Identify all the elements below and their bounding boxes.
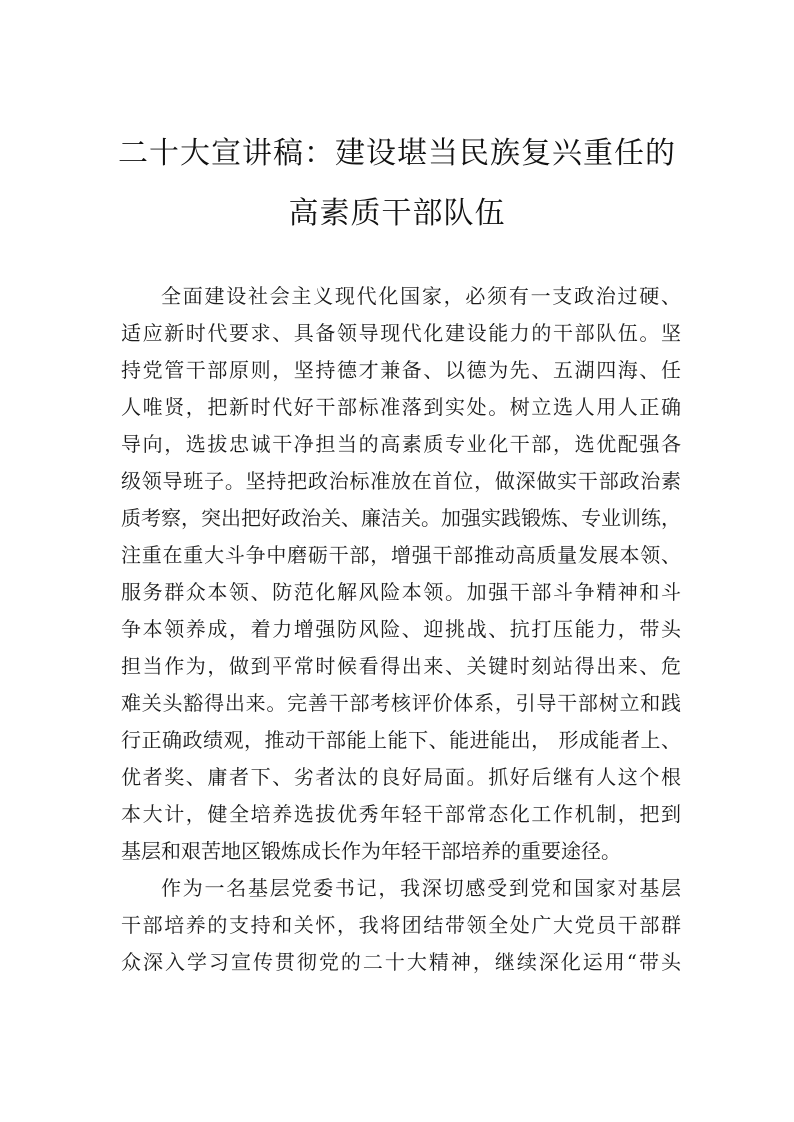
paragraph-1-line-5: 导向，选拔忠诚干净担当的高素质专业化干部，选优配强各 bbox=[121, 432, 681, 456]
paragraph-2-line-3: 众深入学习宣传贯彻党的二十大精神，继续深化运用“带头 bbox=[121, 950, 681, 974]
document-title-line-2: 高素质干部队伍 bbox=[288, 196, 506, 231]
document-title-line-1: 二十大宣讲稿：建设堪当民族复兴重任的 bbox=[118, 136, 676, 171]
paragraph-1-line-9: 服务群众本领、防范化解风险本领。加强干部斗争精神和斗 bbox=[121, 580, 681, 604]
paragraph-1-line-6: 级领导班子。坚持把政治标准放在首位，做深做实干部政治素 bbox=[121, 469, 681, 493]
paragraph-1-line-8: 注重在重大斗争中磨砺干部，增强干部推动高质量发展本领、 bbox=[121, 543, 681, 567]
paragraph-1-line-15: 本大计，健全培养选拔优秀年轻干部常态化工作机制，把到 bbox=[121, 802, 681, 826]
paragraph-1-line-1: 全面建设社会主义现代化国家，必须有一支政治过硬、 bbox=[161, 284, 681, 308]
paragraph-1-line-4: 人唯贤，把新时代好干部标准落到实处。树立选人用人正确 bbox=[121, 395, 681, 419]
paragraph-2-line-1: 作为一名基层党委书记，我深切感受到党和国家对基层 bbox=[161, 876, 681, 900]
paragraph-1-line-14: 优者奖、庸者下、劣者汰的良好局面。抓好后继有人这个根 bbox=[121, 765, 681, 789]
paragraph-1-line-10: 争本领养成，着力增强防风险、迎挑战、抗打压能力，带头 bbox=[121, 617, 681, 641]
paragraph-1-line-7: 质考察，突出把好政治关、廉洁关。加强实践锻炼、专业训练， bbox=[121, 506, 681, 530]
paragraph-1-line-16: 基层和艰苦地区锻炼成长作为年轻干部培养的重要途径。 bbox=[121, 839, 621, 863]
paragraph-1-line-3: 持党管干部原则，坚持德才兼备、以德为先、五湖四海、任 bbox=[121, 358, 681, 382]
paragraph-1-line-13: 行正确政绩观，推动干部能上能下、能进能出， 形成能者上、 bbox=[121, 728, 681, 752]
paragraph-1-line-11: 担当作为，做到平常时候看得出来、关键时刻站得出来、危 bbox=[121, 654, 681, 678]
paragraph-1-line-12: 难关头豁得出来。完善干部考核评价体系，引导干部树立和践 bbox=[121, 691, 681, 715]
paragraph-2-line-2: 干部培养的支持和关怀，我将团结带领全处广大党员干部群 bbox=[121, 913, 681, 937]
paragraph-1-line-2: 适应新时代要求、具备领导现代化建设能力的干部队伍。坚 bbox=[121, 321, 681, 345]
